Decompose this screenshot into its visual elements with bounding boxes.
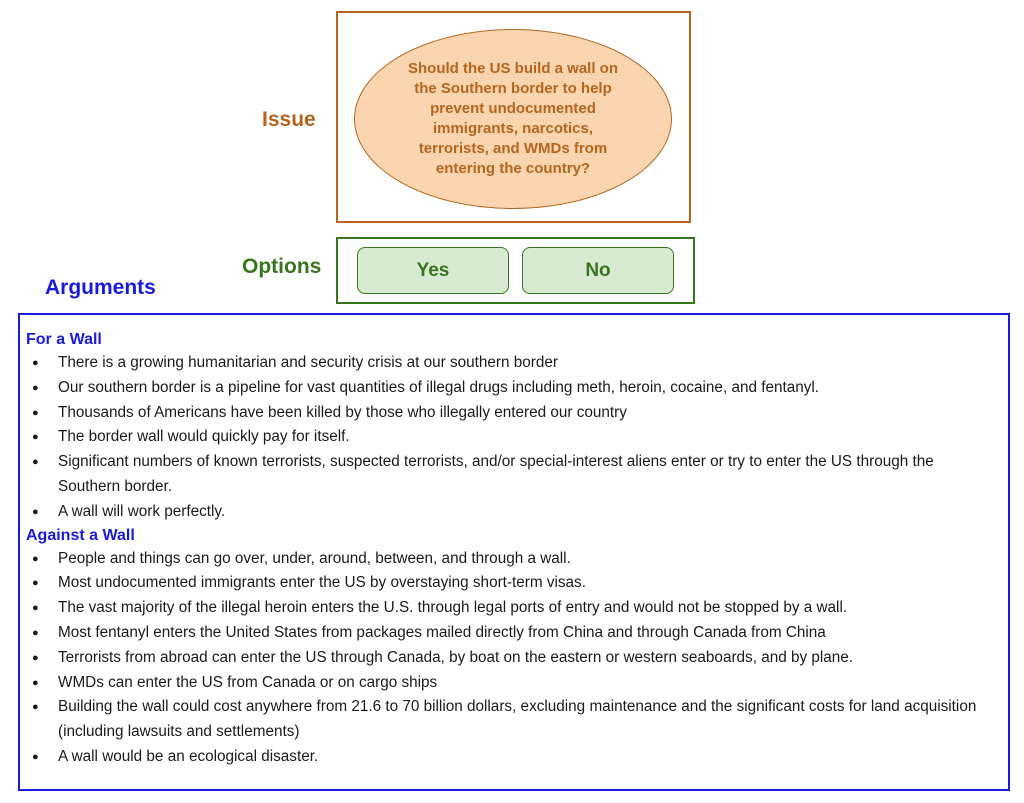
list-item: ● The vast majority of the illegal heroin enters the U.S. through legal ports of entry and would not be stopped by a wall. [26, 596, 998, 621]
issue-label: Issue [262, 108, 316, 131]
list-item: ● Terrorists from abroad can enter the US through Canada, by boat on the eastern or western seaboards, and by plane. [26, 646, 998, 671]
arguments-label: Arguments [45, 276, 156, 299]
arguments-box [18, 313, 1010, 791]
list-item: ● The border wall would quickly pay for itself. [26, 425, 998, 450]
list-item: ● Building the wall could cost anywhere from 21.6 to 70 billion dollars, excluding maintenance and the significant costs for land acquisition (including lawsuits and settlements) [26, 695, 998, 745]
options-box [336, 237, 695, 304]
list-item: ● People and things can go over, under, around, between, and through a wall. [26, 547, 998, 572]
for-wall-title: For a Wall [26, 331, 102, 348]
list-item: ● Most undocumented immigrants enter the US by overstaying short-term visas. [26, 571, 998, 596]
list-item: ● There is a growing humanitarian and security crisis at our southern border [26, 351, 998, 376]
against-wall-title: Against a Wall [26, 526, 135, 544]
option-no: No [522, 247, 674, 294]
issue-question: Should the US build a wall on the Southern border to help prevent undocumented immigrants, narcotics, terrorists, and WMDs from entering the country? [408, 60, 618, 177]
list-item: ● Our southern border is a pipeline for vast quantities of illegal drugs including meth, heroin, cocaine, and fentanyl. [26, 376, 998, 401]
option-yes: Yes [357, 247, 509, 294]
list-item: ● Thousands of Americans have been killed by those who illegally entered our country [26, 401, 998, 426]
against-wall-list [26, 547, 998, 770]
issue-ellipse [354, 29, 672, 209]
options-label: Options [242, 255, 322, 278]
list-item: ● A wall will work perfectly. [26, 500, 998, 525]
list-item: ● Most fentanyl enters the United States from packages mailed directly from China and through Canada from China [26, 621, 998, 646]
for-wall-list [26, 351, 998, 525]
list-item: ● WMDs can enter the US from Canada or on cargo ships [26, 671, 998, 696]
list-item: ● Significant numbers of known terrorists, suspected terrorists, and/or special-interest aliens enter or try to enter the US through the Southern border. [26, 450, 998, 500]
issue-box [336, 11, 691, 223]
list-item: ● A wall would be an ecological disaster. [26, 745, 998, 770]
